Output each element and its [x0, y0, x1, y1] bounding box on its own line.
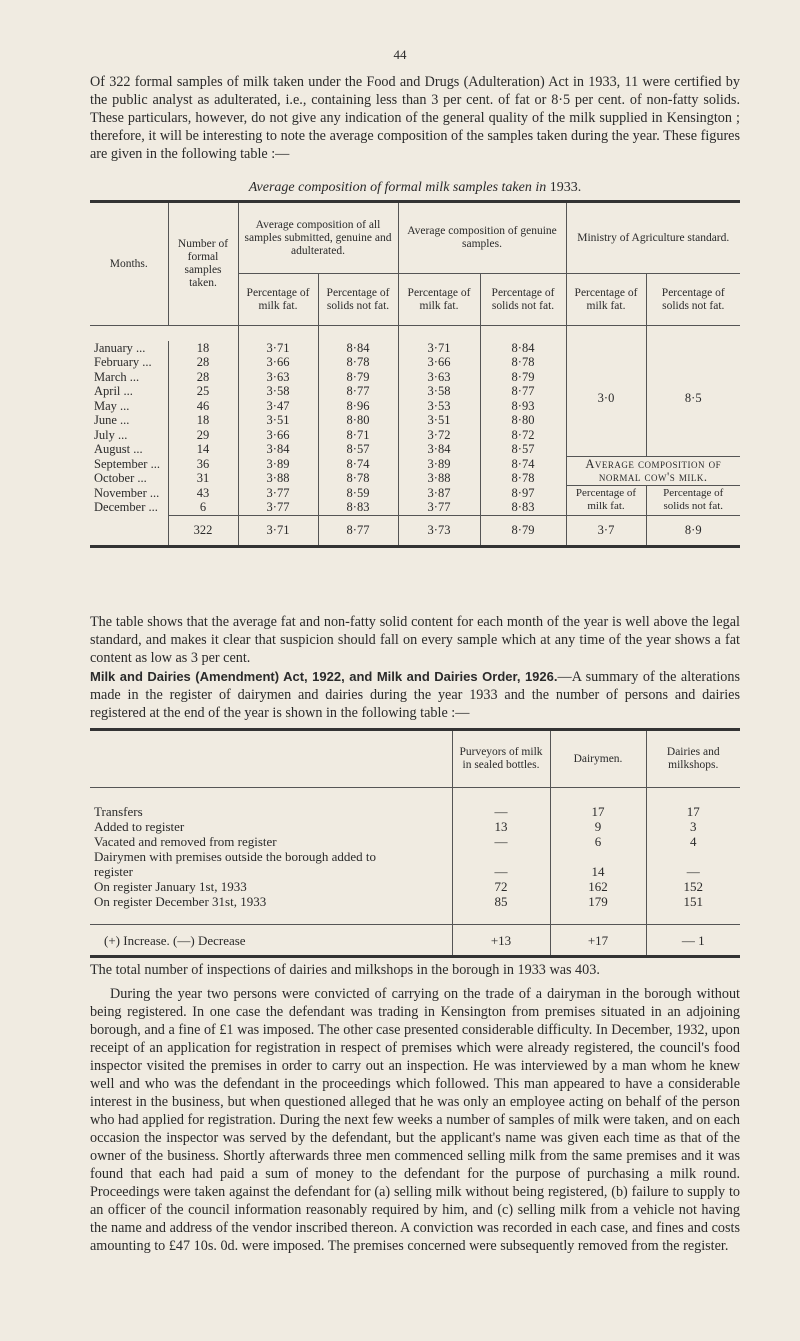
- normal-solids-value: 8·9: [646, 515, 740, 547]
- month-cell: June ...: [94, 413, 130, 427]
- table1-caption: [90, 180, 740, 196]
- month-cell: February ...: [94, 355, 152, 369]
- table-row: [90, 849, 740, 864]
- count-cell: 28: [168, 355, 238, 370]
- all-fat-cell: 3·51: [238, 413, 318, 428]
- all-solids-cell: 8·57: [318, 442, 398, 457]
- page-number: 44: [393, 47, 407, 62]
- genuine-solids-cell: 8·79: [480, 370, 566, 385]
- month-cell: April ...: [94, 384, 133, 398]
- header-all-solids: Percentage of solids not fat.: [318, 274, 398, 326]
- row-label: Vacated and removed from register: [94, 834, 277, 849]
- count-cell: 14: [168, 442, 238, 457]
- all-solids-cell: 8·71: [318, 428, 398, 443]
- table1-caption-text: Average composition of formal milk samples taken in: [248, 180, 547, 195]
- all-solids-cell: 8·83: [318, 500, 398, 515]
- genuine-fat-cell: 3·72: [398, 428, 480, 443]
- genuine-fat-cell: 3·77: [398, 500, 480, 515]
- genuine-solids-cell: 8·97: [480, 486, 566, 501]
- genuine-fat-cell: 3·53: [398, 399, 480, 414]
- row-label: Added to register: [94, 819, 185, 834]
- all-fat-cell: 3·66: [238, 428, 318, 443]
- month-cell: December ...: [94, 500, 158, 515]
- normal-cow-milk-label: Average composition of normal cow's milk.: [566, 457, 740, 486]
- ministry-fat-standard: 3·0: [566, 341, 646, 457]
- normal-solids-header: Percentage of solids not fat.: [646, 486, 740, 516]
- all-solids-cell: 8·78: [318, 471, 398, 486]
- count-cell: 18: [168, 413, 238, 428]
- total-count: 322: [168, 515, 238, 547]
- purveyors-cell: —: [452, 864, 550, 879]
- all-solids-cell: 8·79: [318, 370, 398, 385]
- purveyors-cell: 85: [452, 894, 550, 909]
- genuine-solids-cell: 8·80: [480, 413, 566, 428]
- header-genuine-fat: Percentage of milk fat.: [398, 274, 480, 326]
- dairymen-cell: 17: [550, 804, 646, 819]
- purveyors-cell: —: [452, 834, 550, 849]
- count-cell: 31: [168, 471, 238, 486]
- genuine-fat-cell: 3·58: [398, 384, 480, 399]
- count-cell: 46: [168, 399, 238, 414]
- act-heading: Milk and Dairies (Amendment) Act, 1922, and Milk and Dairies Order, 1926.: [90, 669, 558, 684]
- act-paragraph: [90, 668, 740, 722]
- header-genuine-samples: Average composition of genuine samples.: [398, 202, 566, 274]
- month-cell: March ...: [94, 369, 140, 384]
- intro-paragraph: Of 322 formal samples of milk taken under the Food and Drugs (Adulteration) Act in 1933, 11 were certified by the public analyst as adulterated, i.e., containing less than 3 per cent. of fat or 8·5 per cent. of non-fatty solids. These particulars, however, do not give any indication of the general quality of the milk supplied in Kensington ; therefore, it will be interesting to note the average composition of the samples taken during the year. These figures are given in the following table :—: [90, 74, 740, 162]
- header-purveyors: Purveyors of milk in sealed bottles.: [452, 730, 550, 788]
- all-fat-cell: 3·71: [238, 341, 318, 356]
- dairies-change: — 1: [646, 925, 740, 957]
- count-cell: 28: [168, 370, 238, 385]
- all-fat-cell: 3·77: [238, 500, 318, 515]
- genuine-solids-cell: 8·84: [480, 341, 566, 356]
- dairies-cell: 17: [646, 804, 740, 819]
- row-label: Transfers: [94, 804, 143, 819]
- genuine-solids-cell: 8·93: [480, 399, 566, 414]
- table-row: [90, 879, 740, 894]
- all-fat-cell: 3·66: [238, 355, 318, 370]
- header-ministry-fat: Percentage of milk fat.: [566, 274, 646, 326]
- table-row: [90, 341, 740, 356]
- totals-row: [90, 515, 740, 547]
- purveyors-change: +13: [452, 925, 550, 957]
- genuine-fat-cell: 3·51: [398, 413, 480, 428]
- table-row: [90, 819, 740, 834]
- row-label: On register December 31st, 1933: [94, 894, 267, 909]
- month-cell: October ...: [94, 471, 147, 485]
- header-months: Months.: [90, 202, 168, 326]
- header-all-samples: Average composition of all samples submitted, genuine and adulterated.: [238, 202, 398, 274]
- ministry-solids-standard: 8·5: [646, 341, 740, 457]
- dairies-cell: [646, 849, 740, 864]
- dairymen-change: +17: [550, 925, 646, 957]
- purveyors-cell: 13: [452, 819, 550, 834]
- all-fat-cell: 3·47: [238, 399, 318, 414]
- header-number-samples: Number of formal samples taken.: [168, 202, 238, 326]
- genuine-fat-cell: 3·89: [398, 457, 480, 472]
- dairies-cell: 4: [646, 834, 740, 849]
- header-ministry-standard: Ministry of Agriculture standard.: [566, 202, 740, 274]
- total-all-solids: 8·77: [318, 515, 398, 547]
- dairies-cell: 151: [646, 894, 740, 909]
- table-row: [90, 804, 740, 819]
- dairymen-cell: 14: [550, 864, 646, 879]
- header-dairymen: Dairymen.: [550, 730, 646, 788]
- genuine-fat-cell: 3·87: [398, 486, 480, 501]
- dairymen-cell: [550, 849, 646, 864]
- dairies-cell: —: [646, 864, 740, 879]
- genuine-solids-cell: 8·74: [480, 457, 566, 472]
- table-row: [90, 486, 740, 501]
- normal-fat-value: 3·7: [566, 515, 646, 547]
- genuine-solids-cell: 8·57: [480, 442, 566, 457]
- genuine-fat-cell: 3·88: [398, 471, 480, 486]
- purveyors-cell: [452, 849, 550, 864]
- increase-decrease-row: [90, 925, 740, 957]
- count-cell: 36: [168, 457, 238, 472]
- row-label: Dairymen with premises outside the borough added to: [94, 849, 376, 864]
- dairymen-cell: 179: [550, 894, 646, 909]
- genuine-fat-cell: 3·84: [398, 442, 480, 457]
- header-ministry-solids: Percentage of solids not fat.: [646, 274, 740, 326]
- all-solids-cell: 8·96: [318, 399, 398, 414]
- table-row: [90, 457, 740, 472]
- all-solids-cell: 8·80: [318, 413, 398, 428]
- all-solids-cell: 8·59: [318, 486, 398, 501]
- table-row: [90, 864, 740, 879]
- row-label: register: [94, 864, 133, 879]
- count-cell: 18: [168, 341, 238, 356]
- genuine-solids-cell: 8·78: [480, 471, 566, 486]
- month-cell: September ...: [94, 456, 160, 471]
- all-solids-cell: 8·77: [318, 384, 398, 399]
- dairymen-cell: 9: [550, 819, 646, 834]
- summary-paragraph: The table shows that the average fat and non-fatty solid content for each month of the year is well above the legal standard, and makes it clear that suspicion should fall on every sample which at any time of the year shows a fat content as low as 3 per cent.: [90, 614, 740, 666]
- dairymen-cell: 6: [550, 834, 646, 849]
- genuine-solids-cell: 8·83: [480, 500, 566, 515]
- total-all-fat: 3·71: [238, 515, 318, 547]
- all-fat-cell: 3·77: [238, 486, 318, 501]
- header-dairies: Dairies and milkshops.: [646, 730, 740, 788]
- header-all-fat: Percentage of milk fat.: [238, 274, 318, 326]
- count-cell: 43: [168, 486, 238, 501]
- act-paragraph-body: —A summary of the alterations made in the register of dairymen and dairies during the year 1933 and the number of persons and dairies registered at the end of the year is shown in the following table :—: [90, 669, 740, 721]
- count-cell: 29: [168, 428, 238, 443]
- all-solids-cell: 8·74: [318, 457, 398, 472]
- month-cell: July ...: [94, 427, 128, 442]
- genuine-fat-cell: 3·66: [398, 355, 480, 370]
- normal-fat-header: Percentage of milk fat.: [566, 486, 646, 516]
- all-solids-cell: 8·84: [318, 341, 398, 356]
- genuine-fat-cell: 3·71: [398, 341, 480, 356]
- all-fat-cell: 3·88: [238, 471, 318, 486]
- month-cell: August ...: [94, 442, 143, 456]
- dairies-cell: 3: [646, 819, 740, 834]
- purveyors-cell: —: [452, 804, 550, 819]
- table1-caption-year: 1933.: [549, 180, 582, 195]
- header-genuine-solids: Percentage of solids not fat.: [480, 274, 566, 326]
- dairymen-cell: 162: [550, 879, 646, 894]
- genuine-solids-cell: 8·77: [480, 384, 566, 399]
- milk-composition-table: [90, 200, 740, 548]
- table-row: [90, 834, 740, 849]
- purveyors-cell: 72: [452, 879, 550, 894]
- all-solids-cell: 8·78: [318, 355, 398, 370]
- month-cell: May ...: [94, 398, 130, 413]
- row-label: On register January 1st, 1933: [94, 879, 247, 894]
- increase-label: (+) Increase. (—) Decrease: [90, 925, 452, 957]
- convictions-paragraph: During the year two persons were convicted of carrying on the trade of a dairyman in the borough without being registered. In one case the defendant was trading in Kensington from premises situated in an adjoining borough, and a fine of £1 was imposed. The other case presented considerable difficulty. In December, 1932, upon receipt of an application for registration in respect of premises which were already registered, the council's food inspector visited the premises in order to carry out an inspection. He was interviewed by a man whom he knew well and who was the defendant in the proceedings which followed. This man appeared to have a considerable interest in the business, but when questioned alleged that he was only an employee acting on behalf of the person who had applied for registration. During the next few weeks a number of samples of milk were taken, and on each occasion the inspector was served by the defendant, but the applicant's name was given each time as that of the owner of the business. Shortly afterwards three men commenced selling milk from the same premises and it was found that each had paid a sum of money to the defendant for the purpose of purchasing a milk round. Proceedings were taken against the defendant for (a) selling milk without being registered, (b) failure to supply to an officer of the council information reasonably required by him, and (c) selling milk from a vehicle not having the name and address of the vendor inscribed thereon. A conviction was recorded in each case, and fines and costs amounting to £47 10s. 0d. were imposed. The premises concerned were subsequently removed from the register.: [90, 986, 740, 1254]
- count-cell: 6: [168, 500, 238, 515]
- month-cell: January ...: [94, 340, 146, 355]
- all-fat-cell: 3·84: [238, 442, 318, 457]
- total-genuine-fat: 3·73: [398, 515, 480, 547]
- genuine-fat-cell: 3·63: [398, 370, 480, 385]
- table-row: [90, 894, 740, 909]
- genuine-solids-cell: 8·78: [480, 355, 566, 370]
- register-table: [90, 728, 740, 958]
- genuine-solids-cell: 8·72: [480, 428, 566, 443]
- dairies-cell: 152: [646, 879, 740, 894]
- count-cell: 25: [168, 384, 238, 399]
- all-fat-cell: 3·63: [238, 370, 318, 385]
- all-fat-cell: 3·58: [238, 384, 318, 399]
- total-genuine-solids: 8·79: [480, 515, 566, 547]
- all-fat-cell: 3·89: [238, 457, 318, 472]
- inspections-paragraph: The total number of inspections of dairies and milkshops in the borough in 1933 was 403.: [90, 962, 600, 978]
- month-cell: November ...: [94, 485, 160, 500]
